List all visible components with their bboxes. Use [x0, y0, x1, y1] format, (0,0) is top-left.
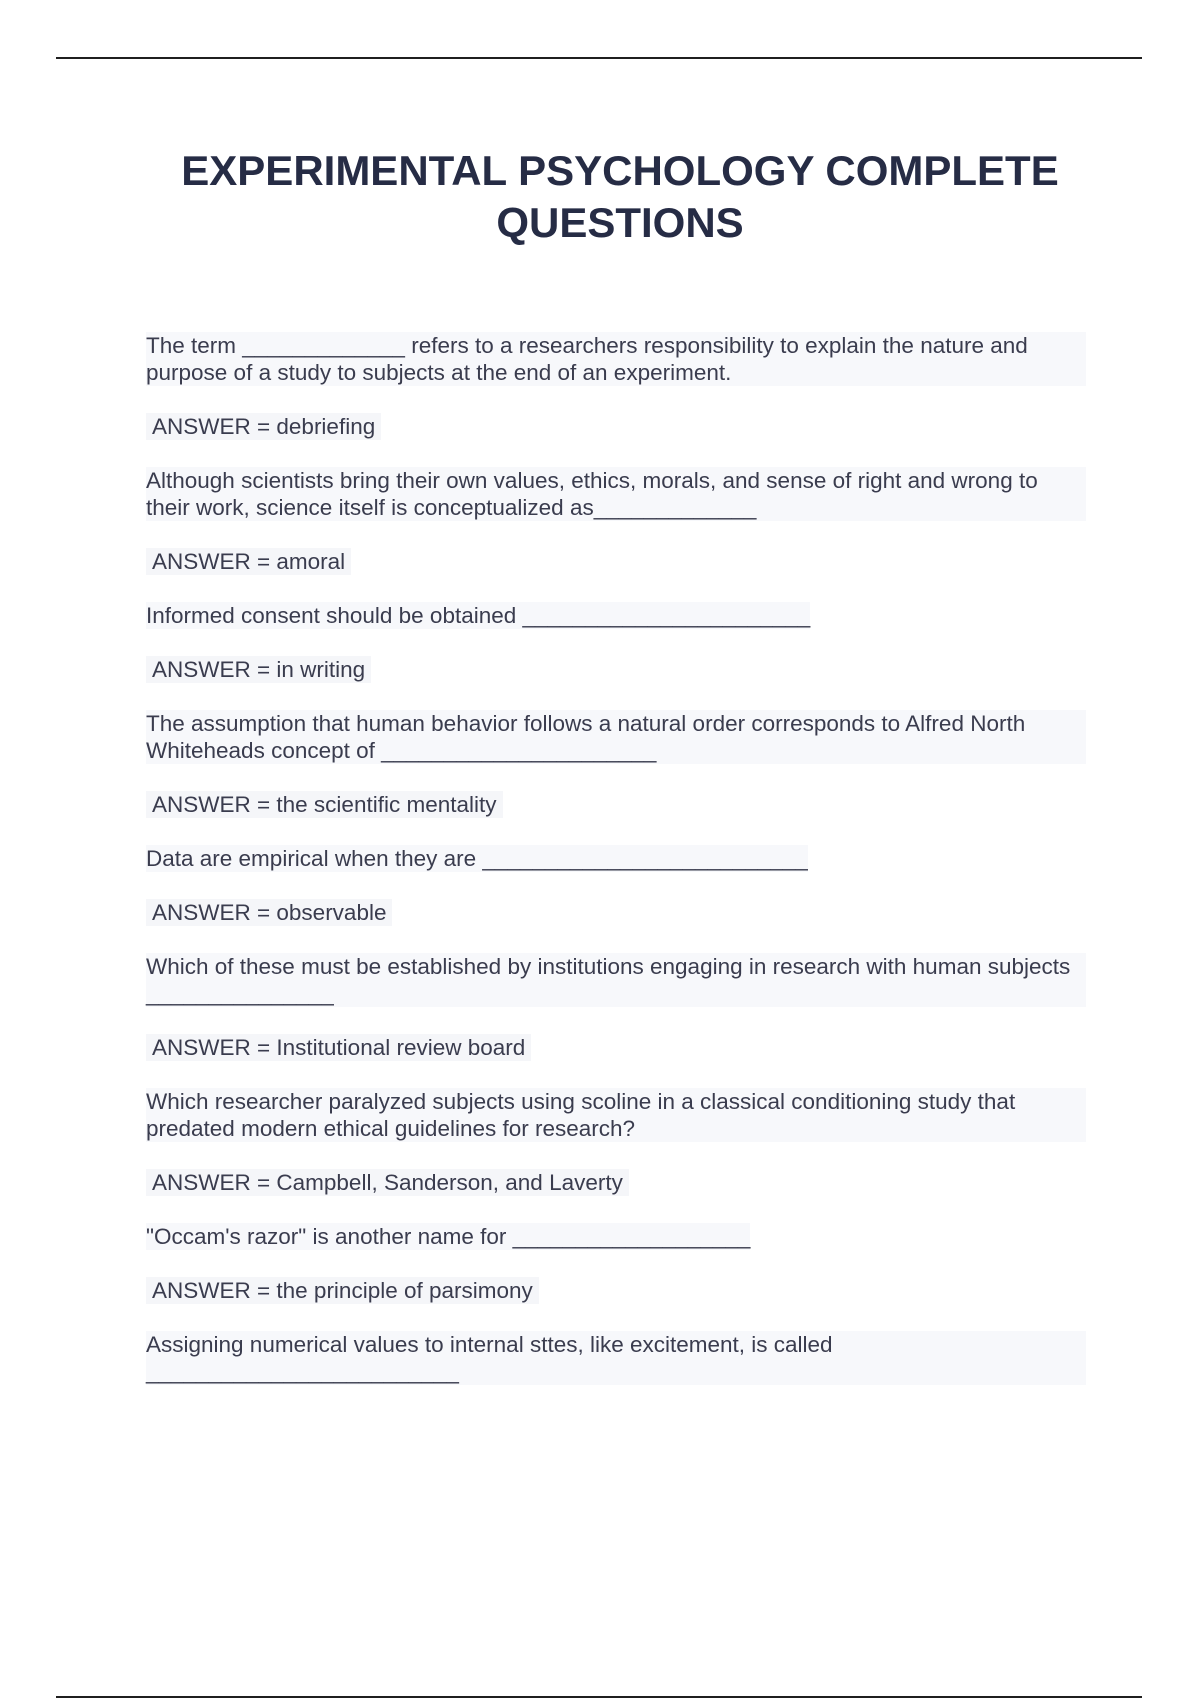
- answer-text: ANSWER = amoral: [146, 548, 351, 575]
- qa-item: [146, 845, 1086, 953]
- question-text: Which researcher paralyzed subjects using scoline in a classical conditioning study that predated modern ethical guidelines for research?: [146, 1088, 1086, 1142]
- bottom-rule: [56, 1696, 1142, 1698]
- qa-item: [146, 602, 1086, 710]
- qa-item: [146, 1223, 1086, 1331]
- answer-text: ANSWER = Institutional review board: [146, 1034, 531, 1061]
- qa-list: [146, 332, 1086, 1412]
- question-text: Which of these must be established by institutions engaging in research with human subjects _______________: [146, 953, 1086, 1007]
- answer-text: ANSWER = observable: [146, 899, 392, 926]
- qa-item: [146, 332, 1086, 467]
- answer-text: ANSWER = in writing: [146, 656, 371, 683]
- qa-item: [146, 710, 1086, 845]
- question-text: Data are empirical when they are __________________________: [146, 846, 808, 871]
- top-rule: [56, 57, 1142, 59]
- qa-item: [146, 467, 1086, 602]
- answer-text: ANSWER = Campbell, Sanderson, and Laverty: [146, 1169, 629, 1196]
- qa-item: [146, 1088, 1086, 1223]
- question-text: Assigning numerical values to internal sttes, like excitement, is called _________________________: [146, 1331, 1086, 1385]
- question-text: Although scientists bring their own values, ethics, morals, and sense of right and wrong to their work, science itself is conceptualized as_____________: [146, 467, 1086, 521]
- question-text: The assumption that human behavior follows a natural order corresponds to Alfred North Whiteheads concept of ______________________: [146, 710, 1086, 764]
- question-text: The term _____________ refers to a researchers responsibility to explain the nature and purpose of a study to subjects at the end of an experiment.: [146, 332, 1086, 386]
- question-text: "Occam's razor" is another name for ___________________: [146, 1224, 751, 1249]
- qa-item: [146, 953, 1086, 1088]
- qa-item: [146, 1331, 1086, 1412]
- answer-text: ANSWER = the principle of parsimony: [146, 1277, 539, 1304]
- answer-text: ANSWER = the scientific mentality: [146, 791, 503, 818]
- document-title: EXPERIMENTAL PSYCHOLOGY COMPLETE QUESTIONS: [181, 147, 1059, 246]
- answer-text: ANSWER = debriefing: [146, 413, 381, 440]
- question-text: Informed consent should be obtained _______________________: [146, 603, 811, 628]
